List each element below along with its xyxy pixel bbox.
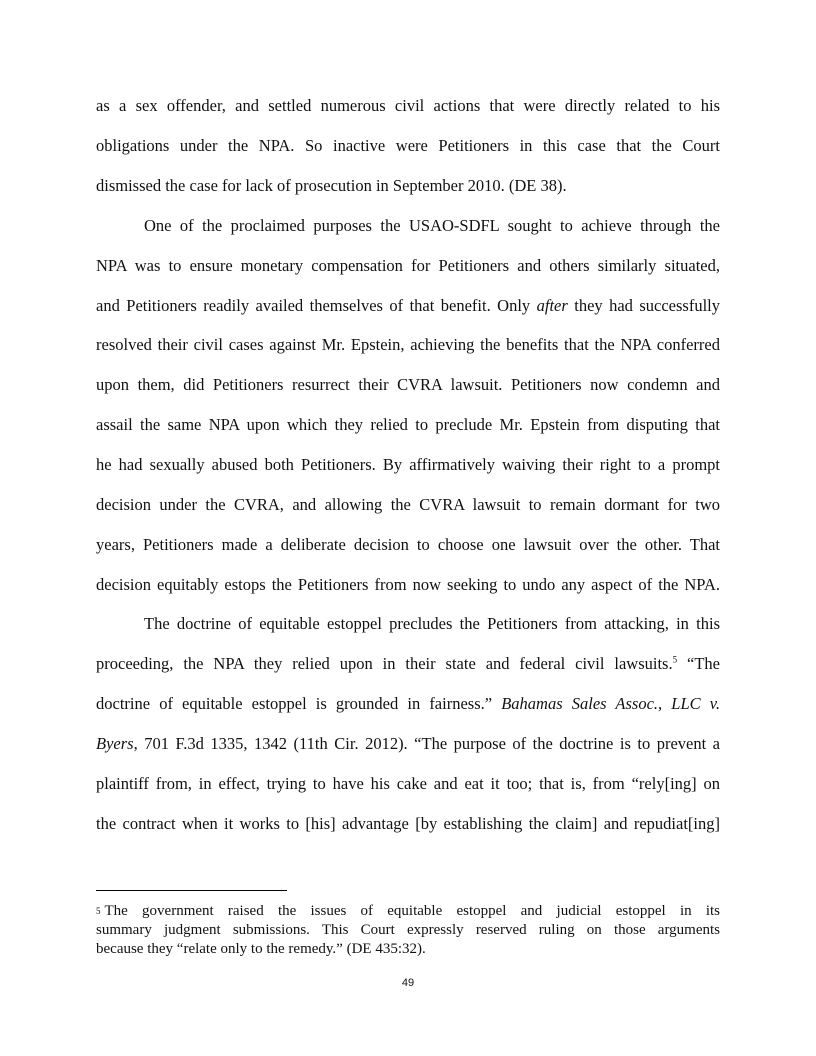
footnote-divider: [96, 890, 287, 891]
body-line-13: decision equitably estops the Petitioners from now seeking to undo any aspect of the NPA.: [96, 575, 720, 594]
body-line-10: he had sexually abused both Petitioners. By affirmatively waiving their right to a prompt: [96, 455, 720, 474]
body-line-16: [96, 694, 720, 714]
body-line-17-end: , 701 F.3d 1335, 1342 (11th Cir. 2012). “The purpose of the doctrine is to prevent a: [133, 734, 720, 753]
body-line-1: as a sex offender, and settled numerous civil actions that were directly related to his: [96, 96, 720, 115]
body-line-6-start: and Petitioners readily availed themselves of that benefit. Only: [96, 296, 531, 315]
footnote-line-3: because they “relate only to the remedy.” (DE 435:32).: [96, 941, 426, 957]
body-line-16-start: doctrine of equitable estoppel is grounded in fairness.”: [96, 694, 493, 713]
body-line-6: [96, 296, 720, 316]
body-line-18: plaintiff from, in effect, trying to have his cake and eat it too; that is, from “rely[ing] on: [96, 774, 720, 793]
emphasis-after: after: [536, 296, 568, 315]
footnote-marker: 5: [96, 906, 101, 916]
case-citation-byers: Byers: [96, 734, 134, 753]
body-line-17: [96, 734, 720, 754]
body-line-11: decision under the CVRA, and allowing the CVRA lawsuit to remain dormant for two: [96, 495, 720, 514]
body-line-4: One of the proclaimed purposes the USAO-SDFL sought to achieve through the: [144, 216, 720, 235]
body-line-7: resolved their civil cases against Mr. Epstein, achieving the benefits that the NPA conferred: [96, 335, 720, 354]
body-line-3: dismissed the case for lack of prosecution in September 2010. (DE 38).: [96, 176, 567, 195]
body-line-15: [96, 654, 720, 674]
page-number: 49: [401, 977, 415, 989]
footnote-reference[interactable]: 5: [672, 654, 678, 665]
body-line-2: obligations under the NPA. So inactive were Petitioners in this case that the Court: [96, 136, 720, 155]
footnote-line-2: summary judgment submissions. This Court expressly reserved ruling on those arguments: [96, 922, 720, 938]
body-line-19: the contract when it works to [his] advantage [by establishing the claim] and repudiat[ing]: [96, 814, 720, 833]
footnote-line-1-text: The government raised the issues of equitable estoppel and judicial estoppel in its: [104, 903, 720, 919]
body-line-15-start: proceeding, the NPA they relied upon in their state and federal civil lawsuits.: [96, 654, 673, 673]
body-line-6-end: they had successfully: [574, 296, 721, 315]
body-line-5: NPA was to ensure monetary compensation for Petitioners and others similarly situated,: [96, 256, 720, 275]
body-line-15-end: “The: [687, 654, 721, 673]
body-line-12: years, Petitioners made a deliberate decision to choose one lawsuit over the other. That: [96, 535, 720, 554]
body-line-9: assail the same NPA upon which they relied to preclude Mr. Epstein from disputing that: [96, 415, 720, 434]
footnote-line-1: [96, 902, 720, 922]
body-line-14: The doctrine of equitable estoppel precludes the Petitioners from attacking, in this: [144, 614, 720, 633]
body-line-8: upon them, did Petitioners resurrect their CVRA lawsuit. Petitioners now condemn and: [96, 375, 720, 394]
case-citation-bahamas: Bahamas Sales Assoc., LLC v.: [501, 694, 721, 713]
